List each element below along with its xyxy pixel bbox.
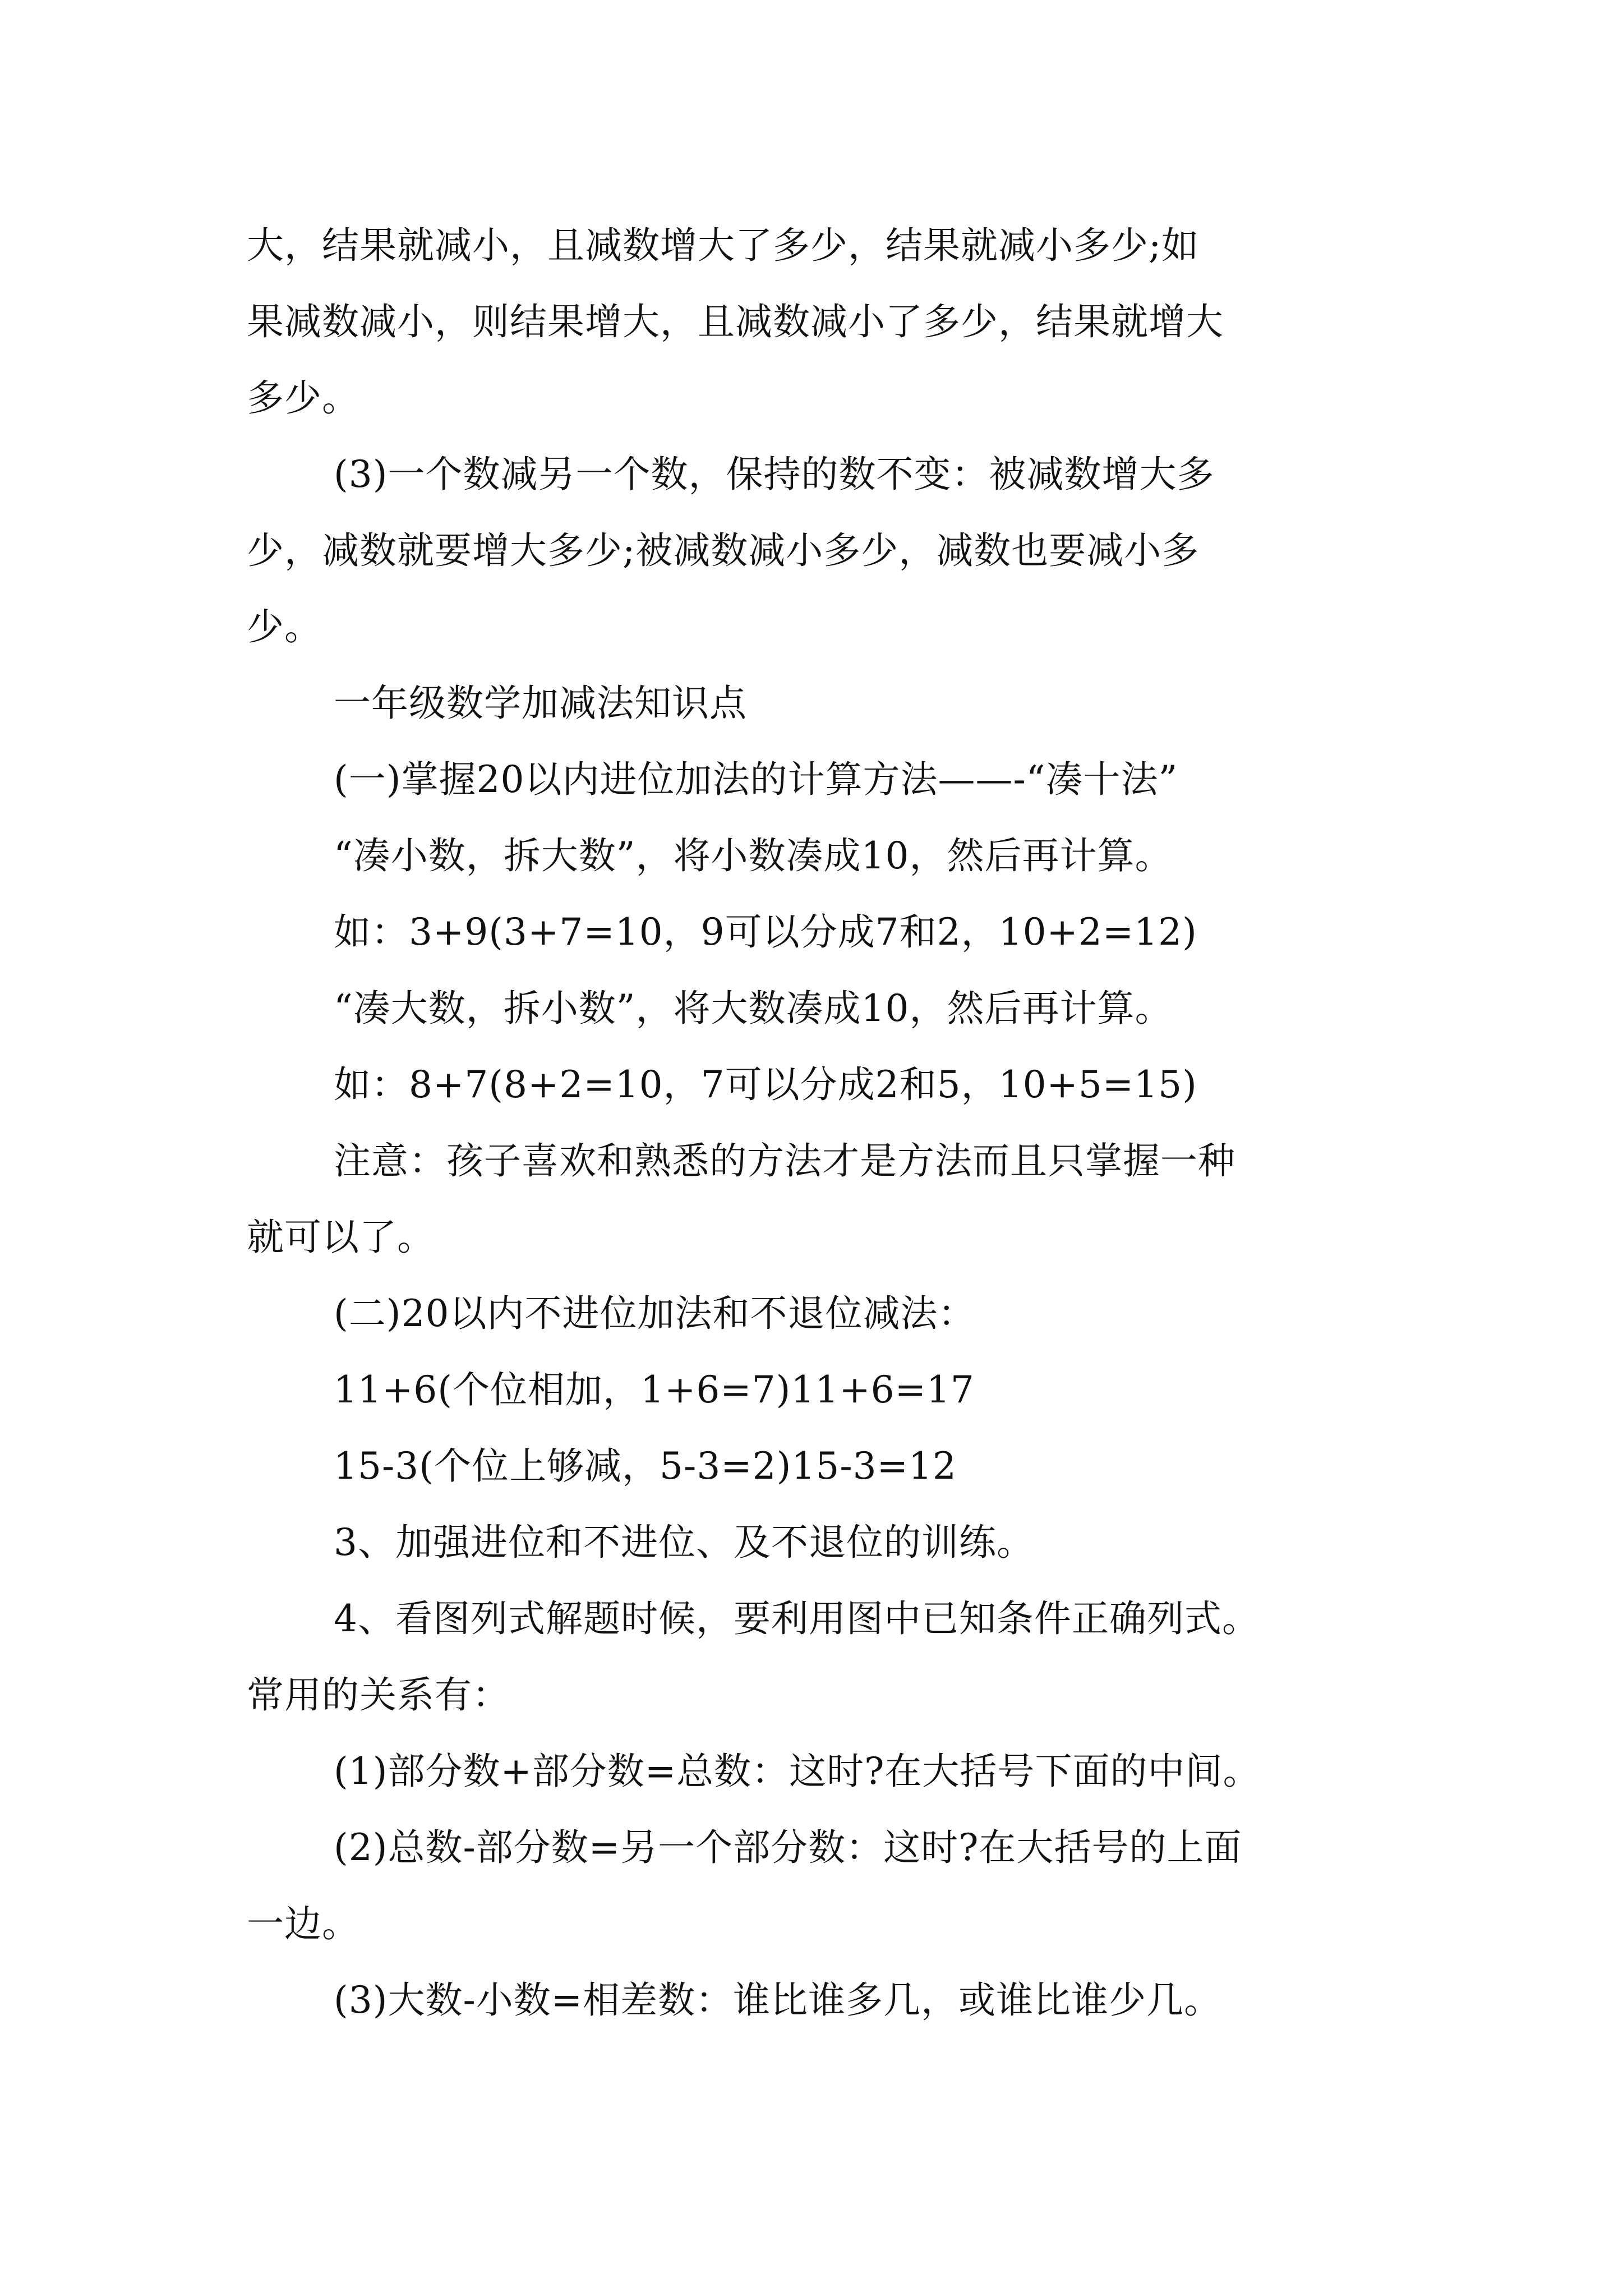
text-line: 11+6(个位相加，1+6=7)11+6=17 (334, 1368, 975, 1411)
text-line: 少，减数就要增大多少;被减数减小多少，减数也要减小多 (247, 529, 1200, 572)
text-line: (3)一个数减另一个数，保持的数不变：被减数增大多 (334, 453, 1215, 496)
section-heading: 一年级数学加减法知识点 (334, 682, 747, 725)
text-line: “凑大数，拆小数”，将大数凑成10，然后再计算。 (334, 987, 1173, 1030)
text-line: 15-3(个位上够减，5-3=2)15-3=12 (334, 1444, 957, 1488)
text-line: (一)掌握20以内进位加法的计算方法——-“凑十法” (334, 758, 1178, 801)
text-line: 就可以了。 (247, 1216, 435, 1259)
text-line: 如：8+7(8+2=10，7可以分成2和5，10+5=15) (334, 1063, 1197, 1106)
text-line: 4、看图列式解题时候，要利用图中已知条件正确列式。 (334, 1597, 1260, 1640)
text-line: 3、加强进位和不进位、及不退位的训练。 (334, 1521, 1034, 1564)
text-line: 果减数减小，则结果增大，且减数减小了多少，结果就增大 (247, 300, 1224, 343)
text-line: (2)总数-部分数=另一个部分数：这时?在大括号的上面 (334, 1826, 1242, 1869)
text-line: (1)部分数+部分数=总数：这时?在大括号下面的中间。 (334, 1750, 1261, 1793)
text-line: 少。 (247, 605, 322, 648)
text-line: (3)大数-小数=相差数：谁比谁多几，或谁比谁少几。 (334, 1978, 1222, 2022)
text-line: 注意：孩子喜欢和熟悉的方法才是方法而且只掌握一种 (334, 1139, 1235, 1182)
text-line: “凑小数，拆大数”，将小数凑成10，然后再计算。 (334, 834, 1173, 877)
text-line: 常用的关系有： (247, 1673, 510, 1717)
text-line: 一边。 (247, 1902, 359, 1945)
text-line: 大，结果就减小，且减数增大了多少，结果就减小多少;如 (247, 224, 1200, 267)
text-line: 如：3+9(3+7=10，9可以分成7和2，10+2=12) (334, 910, 1197, 954)
text-line: (二)20以内不进位加法和不退位减法： (334, 1292, 976, 1335)
text-line: 多少。 (247, 376, 359, 420)
